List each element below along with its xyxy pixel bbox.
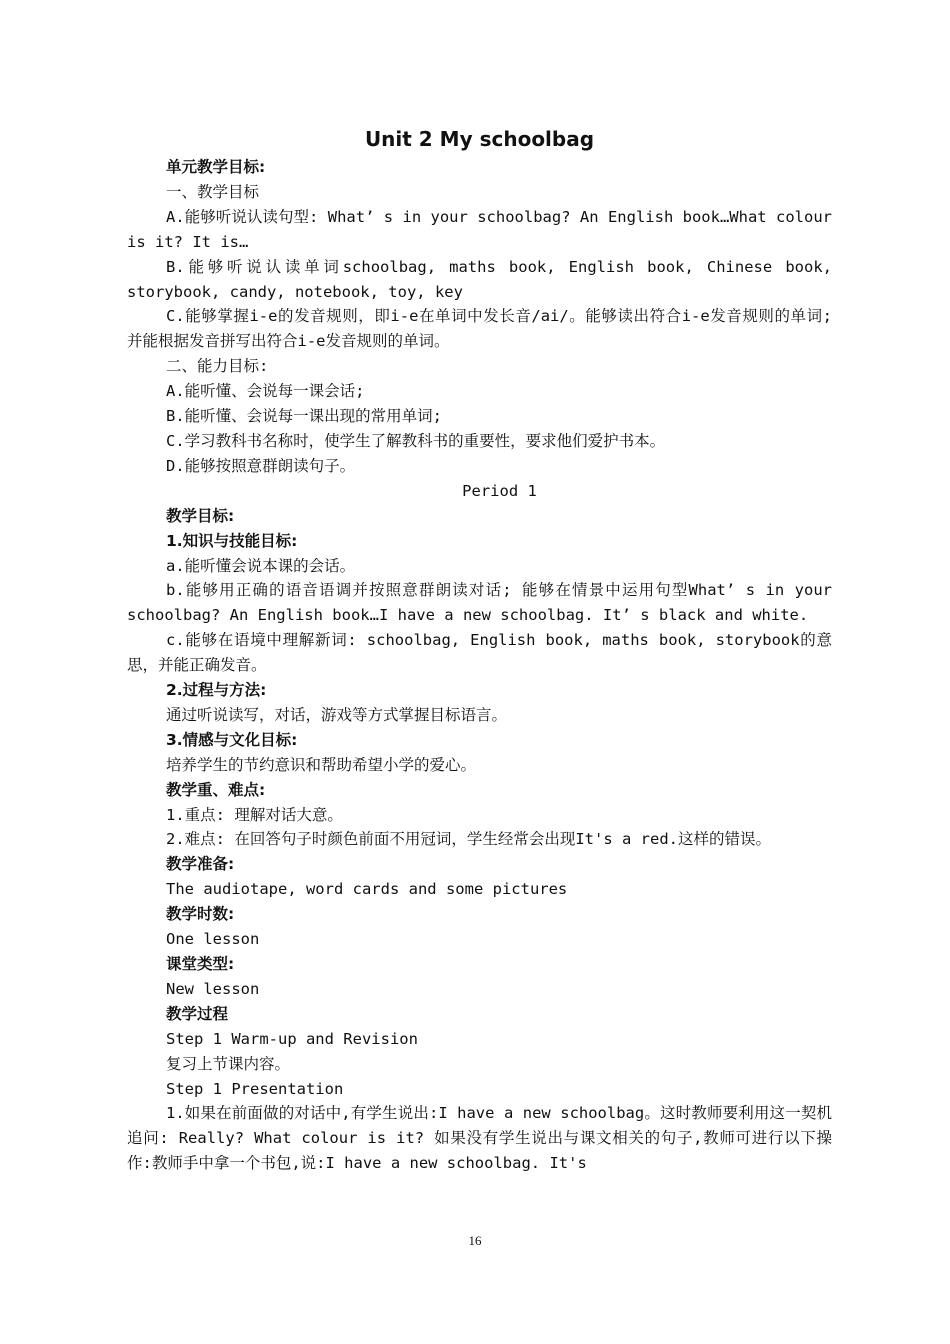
body-paragraph: A.能够听说认读句型: What’ s in your schoolbag? An English book…What colour is it? It is… bbox=[127, 207, 842, 251]
body-paragraph: 培养学生的节约意识和帮助希望小学的爱心。 bbox=[166, 755, 477, 774]
section-heading: 单元教学目标: bbox=[166, 158, 266, 176]
page-number: 16 bbox=[468, 1233, 482, 1248]
section-heading: 1.知识与技能目标: bbox=[166, 531, 298, 550]
section-heading: 2.过程与方法: bbox=[166, 681, 267, 700]
body-paragraph: C.能够掌握i-e的发音规则，即i-e在单词中发长音/ai/。能够读出符合i-e发音规则的单词; 并能根据发音拼写出符合i-e发音规则的单词。 bbox=[127, 307, 842, 351]
body-paragraph: The audiotape, word cards and some pictures bbox=[166, 880, 568, 899]
body-paragraph: a.能听懂会说本课的会话。 bbox=[166, 556, 356, 575]
body-paragraph: 1.重点: 理解对话大意。 bbox=[166, 805, 343, 824]
body-paragraph: b.能够用正确的语音语调并按照意群朗读对话; 能够在情景中运用句型What’ s in your schoolbag? An English book…I have a new schoolbag. It’ s black and white. bbox=[127, 581, 842, 625]
body-paragraph: New lesson bbox=[166, 979, 260, 998]
document-page bbox=[127, 124, 842, 1176]
document-body bbox=[127, 155, 842, 1176]
body-paragraph: Period 1 bbox=[462, 481, 537, 500]
body-paragraph: 通过听说读写，对话，游戏等方式掌握目标语言。 bbox=[166, 705, 508, 724]
body-paragraph: c.能够在语境中理解新词: schoolbag, English book, maths book, storybook的意思，并能正确发音。 bbox=[127, 631, 832, 675]
section-heading: 教学目标: bbox=[166, 506, 235, 525]
body-paragraph: 2.难点: 在回答句子时颜色前面不用冠词，学生经常会出现It's a red.这样的错误。 bbox=[166, 830, 771, 849]
section-heading: 3.情感与文化目标: bbox=[166, 730, 298, 749]
section-heading: 课堂类型: bbox=[166, 955, 235, 973]
section-heading: 教学准备: bbox=[166, 855, 235, 874]
body-paragraph: Step 1 Warm-up and Revision bbox=[166, 1029, 418, 1048]
body-paragraph: 一、教学目标 bbox=[166, 182, 260, 201]
body-paragraph: 复习上节课内容。 bbox=[166, 1054, 291, 1073]
body-paragraph: C.学习教科书名称时，使学生了解教科书的重要性，要求他们爱护书本。 bbox=[166, 431, 666, 450]
body-paragraph: One lesson bbox=[166, 930, 260, 949]
body-paragraph: Step 1 Presentation bbox=[166, 1079, 344, 1098]
body-paragraph: D.能够按照意群朗读句子。 bbox=[166, 456, 356, 475]
section-heading: 教学时数: bbox=[166, 905, 235, 924]
section-heading: 教学重、难点: bbox=[166, 780, 266, 799]
body-paragraph: 二、能力目标: bbox=[166, 357, 269, 376]
body-paragraph: 1.如果在前面做的对话中,有学生说出:I have a new schoolbag。这时教师要利用这一契机追问: Really? What colour is it? 如果没有学生说出与课文相关的句子,教师可进行以下操作:教师手中拿一个书包,说:I have a new schoolbag. It's bbox=[127, 1104, 832, 1173]
body-paragraph: B.能够听说认读单词schoolbag, maths book, English book, Chinese book, storybook, candy, notebook, toy, key bbox=[127, 257, 842, 301]
body-paragraph: A.能听懂、会说每一课会话; bbox=[166, 382, 365, 401]
document-title: Unit 2 My schoolbag bbox=[364, 127, 595, 151]
section-heading: 教学过程 bbox=[166, 1004, 229, 1023]
body-paragraph: B.能听懂、会说每一课出现的常用单词; bbox=[166, 407, 442, 426]
